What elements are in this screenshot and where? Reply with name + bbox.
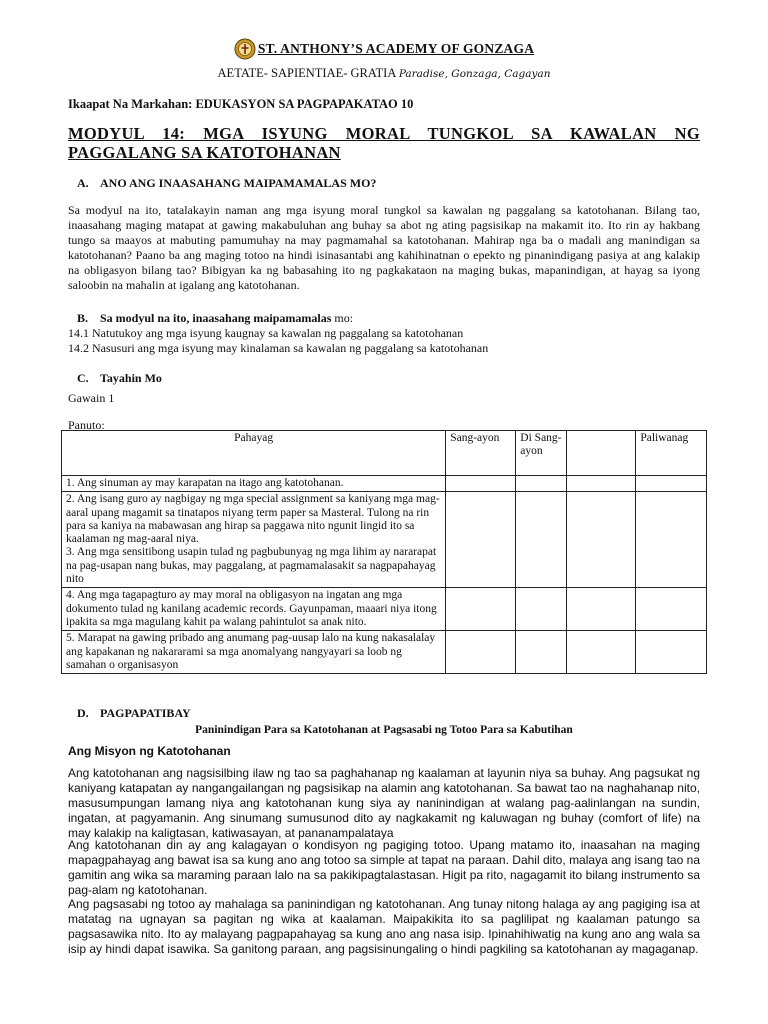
sang-ayon-cell[interactable] [446, 492, 516, 588]
section-c-heading [77, 371, 162, 386]
section-b-title-rest: mo: [331, 311, 354, 325]
school-title-line [234, 38, 534, 60]
school-seal-icon [234, 38, 256, 60]
blank-cell[interactable] [566, 631, 635, 674]
section-b-heading [77, 311, 353, 326]
blank-cell[interactable] [566, 492, 635, 588]
section-d-heading [77, 706, 191, 721]
statement-cell: 5. Marapat na gawing pribado ang anumang pag-uusap lalo na kung nakasalalay ang kapakanan ng nakararami sa mga anomalyang nangyayari sa loob ng samahan o organisasyon [62, 631, 446, 674]
table-row [62, 492, 707, 588]
table-header-row [62, 431, 707, 476]
section-d-label: D. [77, 706, 89, 720]
body-paragraph: Ang katotohanan din ay ang kalagayan o kondisyon ng pagiging totoo. Upang matamo ito, inaasahan na maging mapagpahayag ang bawat isa sa kung ano ang totoo sa simple at tapat na paraan. Dahil dito, malaya ang isang tao na gamitin ang wika sa maraming paraan lalo na sa pakikipagtalastasan. Higit pa rito, nagagamit ito bilang instrumento sa pag-alam ng katotohanan. [68, 838, 700, 897]
body-paragraph: Ang pagsasabi ng totoo ay mahalaga sa paninindigan ng katotohanan. Ang tunay nitong halaga ay ang pagiging isa at matatag na ugnayan sa pagitan ng wika at kaalaman. Maipakikita ito sa paglilipat ng kaalaman patungo sa pagsasawika nito. Ito ay malayang pagpapahayag sa kung ano ang nasa isip. Ipinahihiwatig na kung ano ang wala sa isip ay hindi dapat isawika. Sa ganitong paraan, ang pagsisinungaling o hindi pagkiling sa katotohanan ay magaganap. [68, 897, 700, 956]
sang-ayon-cell[interactable] [446, 588, 516, 631]
sang-ayon-cell[interactable] [446, 631, 516, 674]
motto-line [0, 66, 768, 81]
di-sang-ayon-cell[interactable] [516, 476, 567, 492]
header-pahayag: Pahayag [62, 431, 446, 476]
section-d-subtitle: Paninindigan Para sa Katotohanan at Pagsasabi ng Totoo Para sa Kabutihan [195, 724, 573, 736]
blank-cell[interactable] [566, 476, 635, 492]
statement-cell: 1. Ang sinuman ay may karapatan na itago ang katotohanan. [62, 476, 446, 492]
objective-item: 14.2 Nasusuri ang mga isyung may kinalaman sa kawalan ng paggalang sa katotohanan [68, 341, 489, 355]
agreement-table [61, 430, 707, 674]
header-blank [566, 431, 635, 476]
instructions-label: Panuto: [68, 418, 105, 432]
section-b-label: B. [77, 311, 89, 325]
header-sang-ayon: Sang-ayon [446, 431, 516, 476]
di-sang-ayon-cell[interactable] [516, 588, 567, 631]
body-paragraph: Ang katotohanan ang nagsisilbing ilaw ng tao sa paghahanap ng kaalaman at layunin niya sa buhay. Ang pagsukat ng kaniyang katapatan ay nangangailangan ng pagsisikap na alamin ang katotohanan. Sa bawat tao na naghahanap nito, masusumpungan lamang niya ang katotohanan kung siya ay naninindigan at walang pag-aalinlangan na sundin, ingatan, at pagyamanin. Ang sinumang sumusunod dito ay nagkakamit ng kaluwagan ng buhay (comfort of life) na may kalakip na kaligtasan, katiwasayan, at pananampalataya [68, 766, 700, 840]
quarter-subject-line: Ikaapat Na Markahan: EDUKASYON SA PAGPAPAKATAO 10 [68, 97, 414, 111]
section-c-label: C. [77, 371, 89, 385]
statement-cell: 4. Ang mga tagapagturo ay may moral na obligasyon na ingatan ang mga dokumento tulad ng kanilang academic records. Gayunpaman, maaari niya itong ipakita sa mga magulang kahit pa walang pahintulot sa anak nito. [62, 588, 446, 631]
section-d-title: PAGPAPATIBAY [100, 706, 191, 720]
section-b-title: Sa modyul na ito, inaasahang maipamamalas [100, 311, 332, 325]
section-a-heading [77, 176, 376, 191]
school-location: Paradise, Gonzaga, Cagayan [398, 68, 551, 80]
school-name: ST. ANTHONY’S ACADEMY OF GONZAGA [257, 41, 535, 56]
paliwanag-cell[interactable] [636, 492, 707, 588]
activity-label: Gawain 1 [68, 391, 115, 405]
di-sang-ayon-cell[interactable] [516, 631, 567, 674]
table-row [62, 588, 707, 631]
module-title: MODYUL 14: MGA ISYUNG MORAL TUNGKOL SA KAWALAN NG PAGGALANG SA KATOTOHANAN [68, 124, 700, 162]
section-c-title: Tayahin Mo [100, 371, 162, 385]
sang-ayon-cell[interactable] [446, 476, 516, 492]
header-di-sang-ayon: Di Sang-ayon [516, 431, 567, 476]
di-sang-ayon-cell[interactable] [516, 492, 567, 588]
section-a-title: ANO ANG INAASAHANG MAIPAMAMALAS MO? [100, 176, 377, 190]
school-motto: AETATE- SAPIENTIAE- GRATIA [217, 66, 396, 80]
school-header [0, 38, 768, 81]
statement-cell: 2. Ang isang guro ay nagbigay ng mga special assignment sa kaniyang mga mag-aaral upang magamit sa tinatapos niyang term paper sa Masteral. Tulong na rin para sa kaniya na mabawasan ang hirap sa paggawa nito ngunit lingid ito sa kaalaman ng mag-aaral niya. 3. Ang mga sensitibong usapin tulad ng pagbubunyag ng mga lihim ay nararapat na pag-usapan nang bukas, may paggalang, at pagmamalasakit sa nagpapahayag nito [62, 492, 446, 588]
table-row [62, 476, 707, 492]
objective-item: 14.1 Natutukoy ang mga isyung kaugnay sa kawalan ng paggalang sa katotohanan [68, 326, 464, 340]
table-row [62, 631, 707, 674]
blank-cell[interactable] [566, 588, 635, 631]
header-paliwanag: Paliwanag [636, 431, 707, 476]
paliwanag-cell[interactable] [636, 588, 707, 631]
section-a-label: A. [77, 176, 89, 190]
section-d-heading-misyon: Ang Misyon ng Katotohanan [68, 744, 231, 758]
section-a-paragraph: Sa modyul na ito, tatalakayin naman ang mga isyung moral tungkol sa kawalan ng paggalang sa katotohanan. Bilang tao, inaasahang maging matapat at gawing makabuluhan ang buhay sa abot ng ating pagsisikap na makamit ito. Ito rin ay hakbang tungo sa maayos at mabuting pamumuhay na may pagmamahal sa katotohanan. Mahirap nga ba o madali ang manindigan sa katotohanan? Paano ba ang maging totoo na hindi isinasantabi ang kahihinatnan o epekto ng pinanindigang pasiya at ang kalakip na obligasyon bilang tao? Bibigyan ka ng babasahing ito ng pagkakataon na maging bukas, mapanindigan, at hayag sa iyong saloobin na mahalin at igalang ang katotohanan. [68, 203, 700, 292]
paliwanag-cell[interactable] [636, 631, 707, 674]
paliwanag-cell[interactable] [636, 476, 707, 492]
